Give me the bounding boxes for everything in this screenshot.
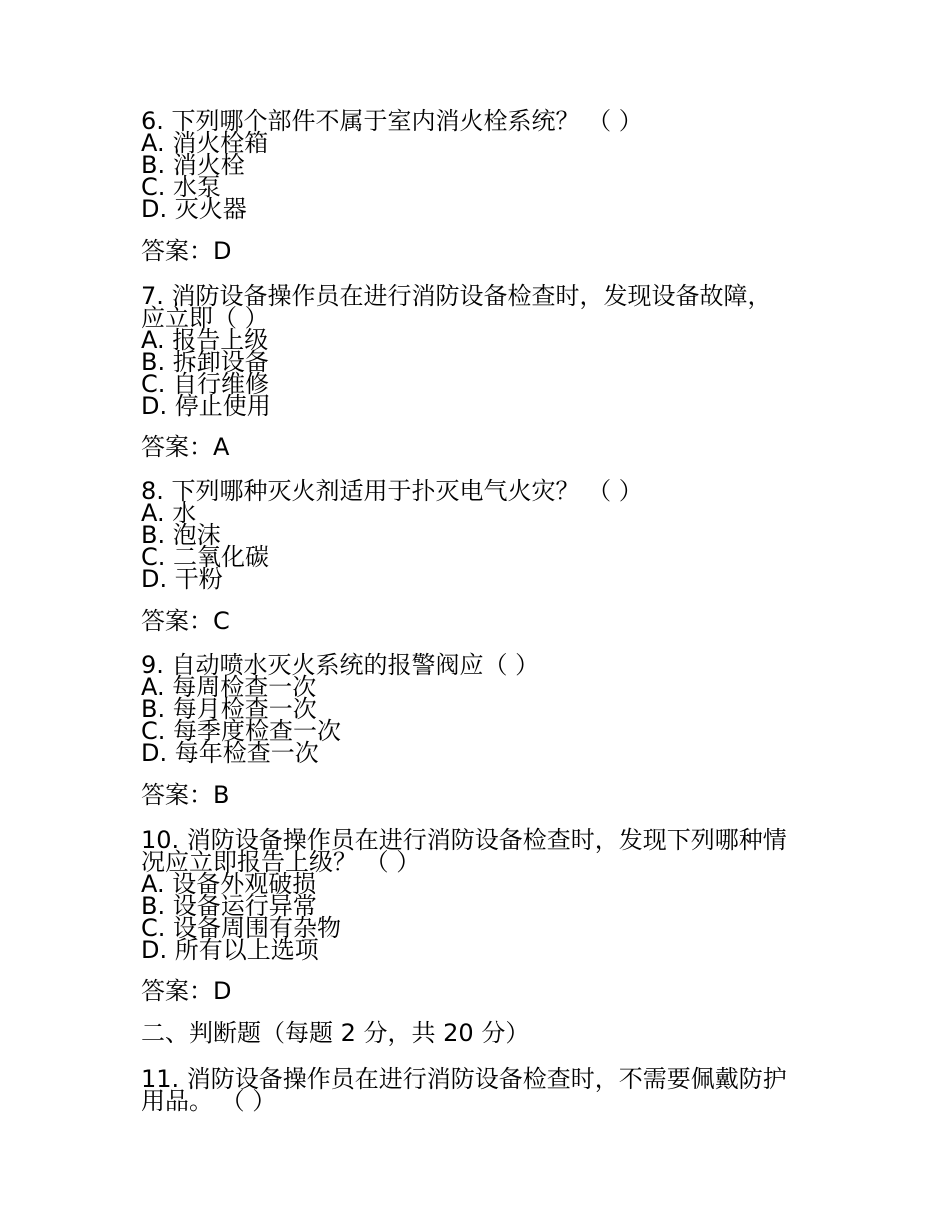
question-9-option-b: B. 每月检查一次 xyxy=(141,695,317,723)
question-9-answer: 答案：B xyxy=(141,781,230,809)
question-10-option-c: C. 设备周围有杂物 xyxy=(141,914,342,942)
question-7-text-line1: 7. 消防设备操作员在进行消防设备检查时，发现设备故障， xyxy=(141,282,772,310)
question-10-option-a: A. 设备外观破损 xyxy=(141,870,317,898)
question-11-text-line2: 用品。 （ ） xyxy=(141,1087,277,1115)
question-6-option-d: D. 灭火器 xyxy=(141,195,247,223)
question-7-option-d: D. 停止使用 xyxy=(141,392,271,420)
question-8-option-a: A. 水 xyxy=(141,499,197,527)
section-heading: 二、判断题（每题 2 分，共 20 分） xyxy=(141,1019,530,1047)
question-6-option-b: B. 消火栓 xyxy=(141,151,245,179)
question-6-text: 6. 下列哪个部件不属于室内消火栓系统？ （ ） xyxy=(141,107,643,135)
question-7-text-line2: 应立即（ ） xyxy=(141,304,269,332)
question-9-option-d: D. 每年检查一次 xyxy=(141,739,319,767)
question-9-text: 9. 自动喷水灭火系统的报警阀应（ ） xyxy=(141,651,540,679)
question-9-option-a: A. 每周检查一次 xyxy=(141,673,317,701)
question-11-text-line1: 11. 消防设备操作员在进行消防设备检查时，不需要佩戴防护 xyxy=(141,1065,787,1093)
question-10-option-d: D. 所有以上选项 xyxy=(141,936,319,964)
question-7-answer: 答案：A xyxy=(141,433,230,461)
question-9-option-c: C. 每季度检查一次 xyxy=(141,717,342,745)
question-7-option-b: B. 拆卸设备 xyxy=(141,348,269,376)
question-8-option-b: B. 泡沫 xyxy=(141,521,221,549)
question-8-option-d: D. 干粉 xyxy=(141,565,223,593)
question-10-text-line1: 10. 消防设备操作员在进行消防设备检查时，发现下列哪种情 xyxy=(141,826,787,854)
question-10-option-b: B. 设备运行异常 xyxy=(141,892,317,920)
question-6-option-a: A. 消火栓箱 xyxy=(141,129,269,157)
question-7-option-a: A. 报告上级 xyxy=(141,326,269,354)
question-8-answer: 答案：C xyxy=(141,607,230,635)
question-8-option-c: C. 二氧化碳 xyxy=(141,543,270,571)
question-6-answer: 答案：D xyxy=(141,237,232,265)
question-10-text-line2: 况应立即报告上级？ （ ） xyxy=(141,848,421,876)
question-10-answer: 答案：D xyxy=(141,977,232,1005)
question-7-option-c: C. 自行维修 xyxy=(141,370,270,398)
question-6-option-c: C. 水泵 xyxy=(141,173,222,201)
question-8-text: 8. 下列哪种灭火剂适用于扑灭电气火灾？ （ ） xyxy=(141,477,643,505)
